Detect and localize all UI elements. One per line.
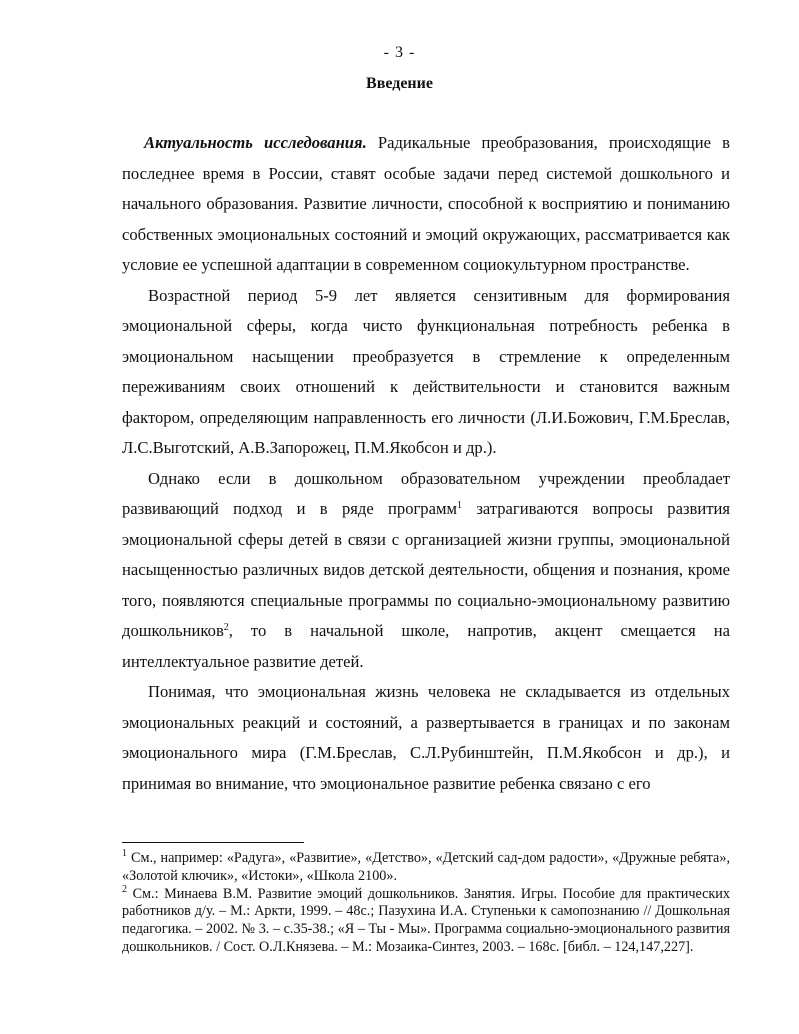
paragraph-text: Понимая, что эмоциональная жизнь человека не складывается из отдельных эмоциональных реакций и состояний, а развертывается в границах и по законам эмоционального мира (Г.М.Бреслав, С.Л.Рубинштейн, П.М.Якобсон и др.), и принимая во внимание, что эмоциональное развитие ребенка связано с его bbox=[122, 682, 730, 793]
page-number: - 3 - bbox=[383, 44, 416, 61]
paragraph-relevance bbox=[122, 128, 730, 281]
body-text bbox=[122, 128, 730, 799]
footnote-mark: 2 bbox=[122, 883, 127, 895]
footnote-divider bbox=[122, 842, 304, 843]
paragraph-text: , то в начальной школе, напротив, акцент смещается на интеллектуальное развитие детей. bbox=[122, 621, 730, 671]
footnote-ref-2: 2 bbox=[223, 622, 229, 633]
footnotes bbox=[122, 850, 730, 957]
lead-phrase: Актуальность исследования. bbox=[144, 133, 367, 152]
paragraph-emotional-world bbox=[122, 677, 730, 799]
footnote-text: См.: Минаева В.М. Развитие эмоций дошкольников. Занятия. Игры. Пособие для практических работников д/у. – М.: Аркти, 1999. – 48с.; Пазухина И.А. Ступеньки к самопознанию // Дошкольная педагогика. – 2002. № 3. – с.35-38.; «Я – Ты - Мы». Программа социально-эмоционального развития дошкольников. / Сост. О.Л.Князева. – М.: Мозаика-Синтез, 2003. – 168с. [библ. – 124,147,227]. bbox=[122, 885, 730, 955]
footnote-2 bbox=[122, 883, 730, 957]
footnote-ref-1: 1 bbox=[456, 500, 462, 511]
footnote-1 bbox=[122, 850, 730, 886]
footnote-mark: 1 bbox=[122, 848, 127, 859]
paragraph-age-period bbox=[122, 281, 730, 464]
paragraph-text: Радикальные преобразования, происходящие в последнее время в России, ставят особые задачи перед системой дошкольного и начального образования. Развитие личности, способной к восприятию и пониманию собственных эмоциональных состояний и эмоций окружающих, рассматривается как условие ее успешной адаптации в современном социокультурном пространстве. bbox=[122, 133, 730, 274]
paragraph-programs bbox=[122, 464, 730, 678]
paragraph-text: Однако если в дошкольном образовательном учреждении преобладает развивающий подход и в ряде программ bbox=[122, 468, 730, 518]
paragraph-text: Возрастной период 5-9 лет является сензитивным для формирования эмоциональной сферы, когда чисто функциональная потребность ребенка в эмоциональном насыщении преобразуется в стремление к определенным переживаниям своих отношений к действительности и становится важным фактором, определяющим направленность его личности (Л.И.Божович, Г.М.Бреслав, Л.С.Выготский, А.В.Запорожец, П.М.Якобсон и др.). bbox=[122, 285, 730, 457]
footnote-text: См., например: «Радуга», «Развитие», «Детство», «Детский сад-дом радости», «Дружные ребята», «Золотой ключик», «Истоки», «Школа 2100». bbox=[122, 850, 730, 884]
page-title: Введение bbox=[366, 75, 433, 92]
paragraph-text: затрагиваются вопросы развития эмоциональной сферы детей в связи с организацией жизни группы, эмоциональной насыщенностью различных видов детской деятельности, общения и познания, кроме того, появляются специальные программы по социально-эмоциональному развитию дошкольников bbox=[122, 499, 731, 640]
